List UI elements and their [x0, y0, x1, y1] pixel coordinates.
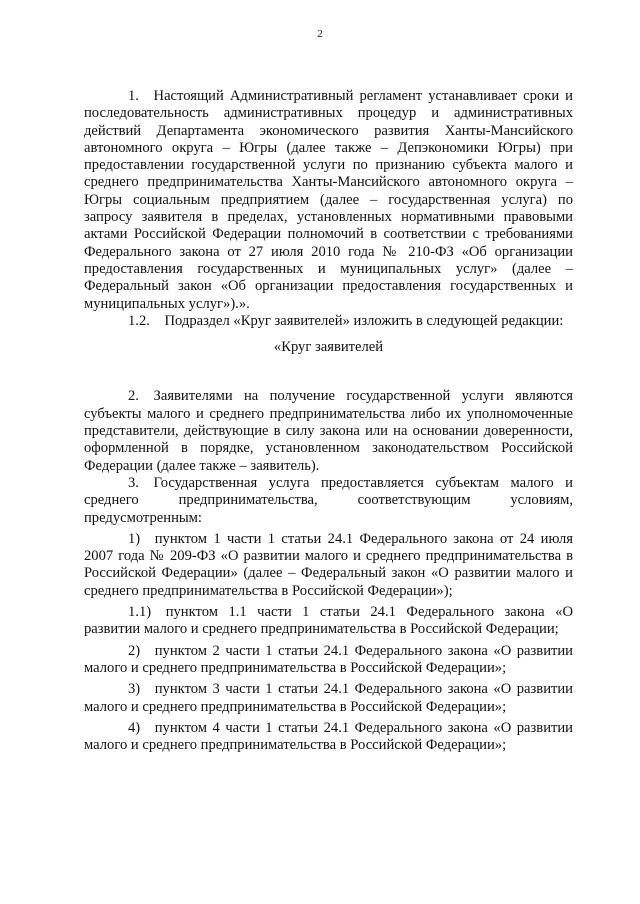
list-item-3: 3) пунктом 3 части 1 статьи 24.1 Федерального закона «О развитии малого и среднего предпринимательства в Российской Федерации»;: [84, 681, 573, 715]
list-item-1-1: 1.1) пунктом 1.1 части 1 статьи 24.1 Федерального закона «О развитии малого и среднего предпринимательства в Российской Федерации;: [84, 604, 573, 638]
section-heading: «Круг заявителей: [273, 339, 384, 356]
paragraph-1-2: 1.2. Подраздел «Круг заявителей» изложить в следующей редакции:: [128, 312, 564, 329]
paragraph-1: 1. Настоящий Административный регламент устанавливает сроки и последовательность административных процедур и административных действий Департамента экономического развития Ханты-Мансийского автономного округа – Югры (далее также – Депэкономики Югры) при предоставлении государственной услуги по признанию субъекта малого и среднего предпринимательства Ханты-Мансийского автономного округа – Югры социальным предприятием (далее – государственная услуга) по запросу заявителя в пределах, установленных нормативными правовыми актами Российской Федерации полномочий в соответствии с требованиями Федерального закона от 27 июля 2010 года № 210-ФЗ «Об организации предоставления государственных и муниципальных услуг» (далее – Федеральный закон «Об организации предоставления государственных и муниципальных услуг»).».: [84, 88, 573, 312]
paragraph-3: 3. Государственная услуга предоставляется субъектам малого и среднего предпринимательства, соответствующим условиям, предусмотренным:: [84, 474, 573, 526]
list-item-1: 1) пунктом 1 части 1 статьи 24.1 Федерального закона от 24 июля 2007 года № 209-ФЗ «О развитии малого и среднего предпринимательства в Российской Федерации» (далее – Федеральный закон «О развитии малого и среднего предпринимательства в Российской Федерации»);: [84, 530, 573, 599]
document-body: [84, 88, 573, 754]
list-item-4: 4) пунктом 4 части 1 статьи 24.1 Федерального закона «О развитии малого и среднего предпринимательства в Российской Федерации»;: [84, 719, 573, 754]
page-number: 2: [317, 28, 323, 40]
paragraph-2: 2. Заявителями на получение государственной услуги являются субъекты малого и среднего предпринимательства либо их уполномоченные представители, действующие в силу закона или на основании доверенности, оформленной в порядке, установленном законодательством Российской Федерации (далее также – заявитель).: [84, 388, 573, 474]
list-item-2: 2) пунктом 2 части 1 статьи 24.1 Федерального закона «О развитии малого и среднего предпринимательства в Российской Федерации»;: [84, 642, 573, 676]
